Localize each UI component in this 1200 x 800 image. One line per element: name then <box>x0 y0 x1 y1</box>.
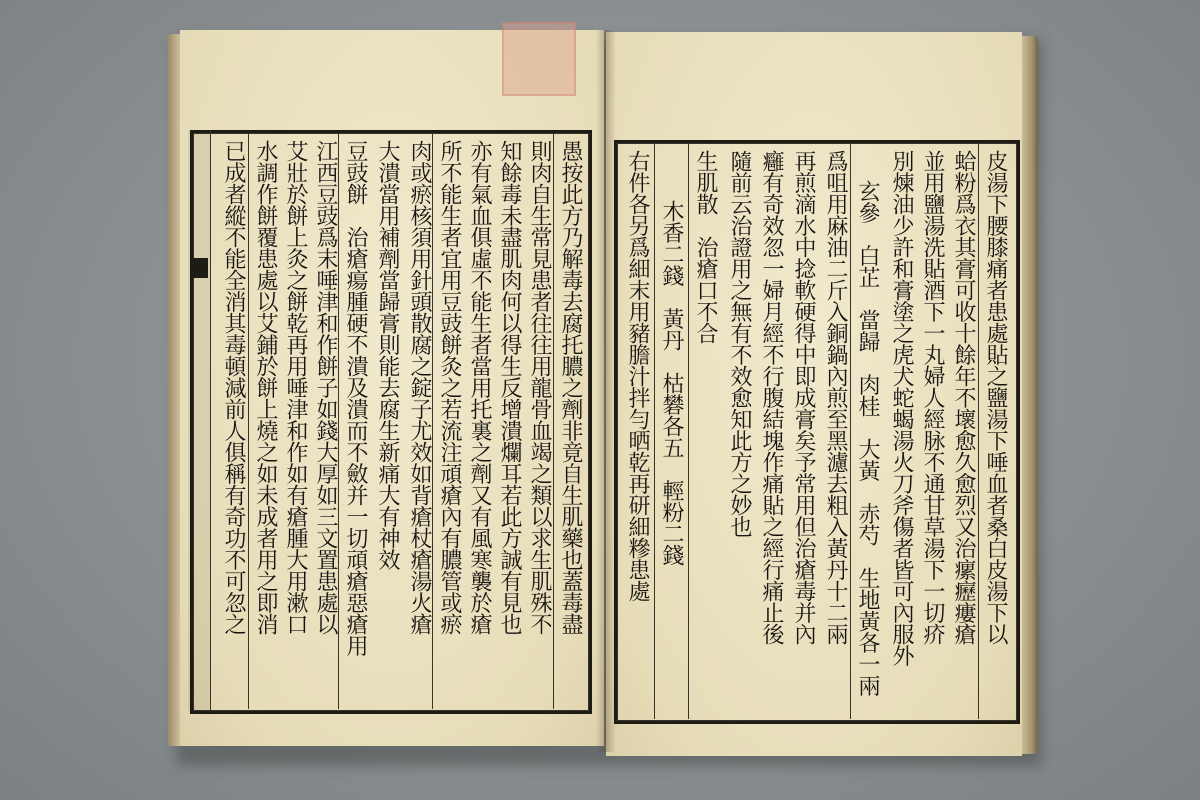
text-column: 玄參 白芷 當歸 肉桂 大黃 赤芍 生地黃各一兩 <box>855 180 880 696</box>
text-column: 所不能生者宜用豆豉餅灸之若流注頑瘡內有膿管或瘀 <box>437 140 462 635</box>
text-column: 豆豉餅 治瘡瘍腫硬不潰及潰而不斂并一切頑瘡惡瘡用 <box>343 140 368 656</box>
text-column: 生肌散 治瘡口不合 <box>693 150 718 344</box>
text-column: 亦有氣血俱虛不能生者當用托裏之劑又有風寒襲於瘡 <box>467 140 492 635</box>
text-column: 則肉自生常見患者往往用龍骨血竭之類以求生肌殊不 <box>527 140 552 635</box>
text-column: 別煉油少許和膏塗之虎犬蛇蝎湯火刀斧傷者皆可內服外 <box>889 150 914 666</box>
banxin-fish-tail <box>190 258 208 278</box>
book-gutter <box>596 30 616 752</box>
text-column: 木香二錢 黃丹 枯礬各五 輕粉二錢 <box>659 200 684 566</box>
column-rule <box>553 133 554 709</box>
library-seal <box>502 22 576 96</box>
text-column: 江西豆豉爲末唾津和作餅子如錢大厚如三文置患處以 <box>313 140 338 635</box>
text-column: 知餘毒未盡肌肉何以得生反增潰爛耳若此方誠有見也 <box>497 140 522 635</box>
text-column: 爲咀用麻油二斤入銅鍋內煎至黑濾去粗入黃丹十二兩 <box>823 150 848 645</box>
text-column: 水調作餅覆患處以艾鋪於餅上燒之如未成者用之即消 <box>253 140 278 635</box>
column-rule <box>432 133 433 709</box>
text-column: 癰有奇效忽一婦月經不行腹結塊作痛貼之經行痛止後 <box>759 150 784 645</box>
text-column: 大潰當用補劑當歸膏則能去腐生新痛大有神效 <box>375 140 400 570</box>
column-rule <box>688 143 689 719</box>
column-rule <box>850 143 851 719</box>
left-page-banxin <box>188 130 211 710</box>
text-column: 再煎滴水中捻軟硬得中即成膏矣予常用但治瘡毒并內 <box>791 150 816 645</box>
text-column: 皮湯下腰膝痛者患處貼之鹽湯下唾血者桑白皮湯下以 <box>983 150 1008 645</box>
text-column: 隨前云治證用之無有不效愈知此方之妙也 <box>727 150 752 537</box>
column-rule <box>248 133 249 709</box>
column-rule <box>338 133 339 709</box>
column-rule <box>978 143 979 719</box>
text-column: 並用鹽湯洗貼酒下一丸婦人經脉不通甘草湯下一切疥 <box>920 150 945 645</box>
text-column: 艾壯於餅上灸之餅乾再用唾津和作如有瘡腫大用漱口 <box>283 140 308 635</box>
text-column: 愚按此方乃解毒去腐托膿之劑非竟自生肌藥也蓋毒盡 <box>558 140 583 635</box>
text-column: 右件各另爲細末用豬膽汁拌勻晒乾再研細糝患處 <box>625 150 650 602</box>
column-rule <box>654 143 655 719</box>
text-column: 已成者縱不能全消其毒頓減前人俱稱有奇功不可忽之 <box>221 140 246 635</box>
text-column: 肉或瘀核須用針頭散腐之錠子尤效如背瘡杖瘡湯火瘡 <box>407 140 432 635</box>
text-column: 蛤粉爲衣其膏可收十餘年不壞愈久愈烈又治瘰癧瘻瘡 <box>951 150 976 645</box>
